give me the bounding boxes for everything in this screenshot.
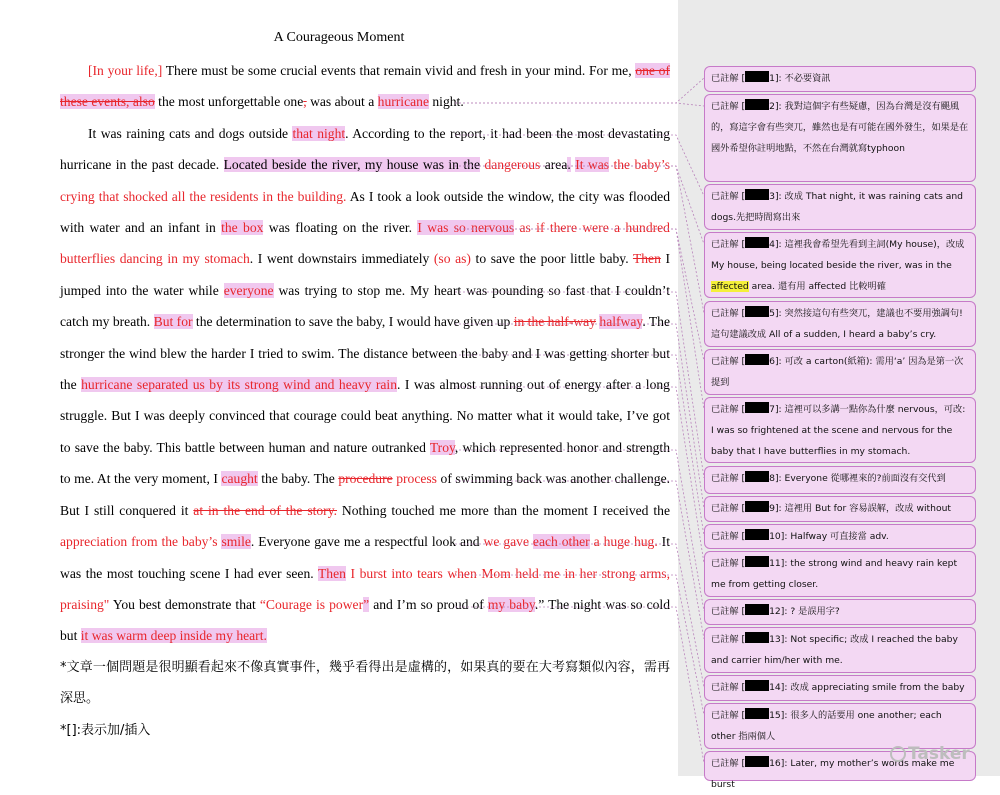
comment-bubble[interactable] (704, 466, 976, 494)
text-run: I was so nervous (417, 220, 515, 236)
comment-bubble[interactable] (704, 627, 976, 673)
comment-label: 已註解 [ (711, 356, 746, 367)
document-body[interactable] (60, 55, 670, 746)
comment-text: ]: 很多人的話要用 one another; each other 指兩個人 (711, 710, 942, 742)
text-run: procedure (338, 471, 393, 487)
text-run: As I took a look outside the window, the city was flooded with water and an infant in (60, 188, 670, 236)
redacted-author (745, 306, 769, 317)
comment-bubble[interactable] (704, 66, 976, 92)
text-run: , which represented honor and strength to me. At the very moment, I (60, 439, 670, 487)
redacted-author (745, 556, 769, 567)
text-run: I burst into tears when Mom held me in her strong arms, praising" (60, 565, 670, 612)
comment-bubble[interactable] (704, 301, 976, 347)
redacted-author (745, 680, 769, 691)
comment-text-tail: area. 還有用 affected 比較明確 (748, 281, 886, 292)
text-run: hurricane separated us by its strong wind and heavy rain (81, 377, 397, 393)
text-run: It was raining cats and dogs outside (88, 125, 293, 141)
text-run: . I went downstairs immediately (249, 251, 434, 267)
text-run: . (567, 157, 571, 173)
redacted-author (745, 529, 769, 540)
comment-text: ]: Later, my mother’s words make me burst (711, 758, 955, 790)
text-run: night. (428, 94, 464, 110)
comment-bubble[interactable] (704, 675, 976, 701)
comment-label: 已註解 [ (711, 558, 746, 569)
text-run: smile (221, 534, 251, 550)
comment-number: 10 (769, 531, 781, 542)
comment-number: 5 (769, 308, 775, 319)
text-run: caught (221, 471, 258, 487)
reviewer-note-fiction: *文章一個問題是很明顯看起來不像真實事件，幾乎看得出是虛構的，如果真的要在大考寫類似內容，需再深思。 (60, 659, 670, 707)
comment-number: 4 (769, 239, 775, 250)
comment-text: ]: Halfway 可直接當 adv. (780, 531, 889, 542)
comment-number: 1 (769, 73, 775, 84)
redacted-author (745, 708, 769, 719)
comment-bubble[interactable] (704, 524, 976, 549)
comment-text: ]: Not specific; 改成 I reached the baby and carrier him/her with me. (711, 634, 958, 666)
text-run: was about a (306, 94, 378, 110)
comment-text: ]: 這裡我會希望先看到主詞(My house)，改成 My house, being located beside the river, was in the (711, 239, 965, 271)
comment-label: 已註解 [ (711, 73, 746, 84)
text-run: . The stronger the wind blew the harder I tried to swim. The distance between the baby and I was getting shorter but the (60, 314, 671, 393)
text-run: was floating on the river. (263, 220, 418, 236)
paragraph-2 (60, 118, 670, 652)
comment-label: 已註解 [ (711, 503, 746, 514)
text-run: Then (317, 565, 346, 581)
text-run: process (396, 471, 437, 487)
text-run: hurricane (377, 94, 429, 110)
comment-bubble[interactable] (704, 496, 976, 522)
comment-bubble[interactable] (704, 703, 976, 749)
comment-number: 13 (769, 634, 781, 645)
redacted-author (745, 354, 769, 365)
redacted-author (745, 604, 769, 615)
comment-text: ]: ? 是誤用字? (780, 606, 840, 617)
text-run: area (540, 157, 568, 173)
comment-bubble[interactable] (704, 349, 976, 395)
text-run: But for (153, 314, 193, 330)
redacted-author (745, 237, 769, 248)
comment-label: 已註解 [ (711, 473, 746, 484)
comment-label: 已註解 [ (711, 404, 746, 415)
text-run: my baby (487, 596, 535, 612)
comment-bubble[interactable] (704, 551, 976, 597)
comment-bubble[interactable] (704, 184, 976, 230)
comment-label: 已註解 [ (711, 682, 746, 693)
text-run: , (303, 94, 307, 110)
watermark-logo-icon (890, 746, 906, 762)
comment-bubble[interactable] (704, 232, 976, 298)
comment-bubble[interactable] (704, 94, 976, 182)
text-run: the determination to save the baby, I would have given up (192, 314, 514, 330)
comment-number: 7 (769, 404, 775, 415)
text-run: we gave (483, 534, 529, 550)
text-run: to save the poor little baby. (470, 251, 633, 267)
text-run: the baby’s crying that shocked all the residents in the building. (60, 157, 670, 204)
redacted-author (745, 71, 769, 82)
comment-text: ]: 突然接這句有些突兀，建議也不要用強調句! 這句建議改成 All of a sudden, I heard a baby’s cry. (711, 308, 963, 340)
watermark: Tasker (890, 744, 970, 764)
text-run: dangerous (484, 157, 541, 173)
comment-bubble[interactable] (704, 599, 976, 625)
comment-number: 8 (769, 473, 775, 484)
comment-text: ]: 這裡可以多講一點你為什麼 nervous，可改: I was so frightened at the scene and nervous for the baby that I have butterflies in my stomach. (711, 404, 966, 457)
comment-text: ]: the strong wind and heavy rain kept me from getting closer. (711, 558, 958, 590)
comment-number: 14 (769, 682, 781, 693)
comment-label: 已註解 [ (711, 191, 746, 202)
text-run: (so as) (433, 251, 471, 267)
redacted-author (745, 189, 769, 200)
text-run: It was (575, 157, 610, 173)
text-run: . According to the report, it had been the most devastating hurricane in the past decade. (60, 125, 670, 173)
text-run: It was the most touching scene I had ever seen. (60, 534, 670, 581)
redacted-author (745, 756, 769, 767)
text-run: Then (632, 251, 661, 267)
text-run: [In your life,] (88, 63, 163, 78)
text-run: There must be some crucial events that remain vivid and fresh in your mind. For me, (162, 63, 636, 78)
comment-number: 16 (769, 758, 781, 769)
text-run: appreciation from the baby’s (60, 534, 218, 550)
text-run: I jumped into the water while (60, 251, 670, 298)
comment-label: 已註解 [ (711, 606, 746, 617)
text-run: I was almost running out of energy after a long struggle. But I was deeply convinced that courage could beat anything. No matter what it would take, I’ve got to save the baby. This battle between human and nature outranked (60, 377, 670, 455)
comment-text: ]: 改成 That night, it was raining cats and dogs.先把時間寫出來 (711, 191, 964, 223)
text-run: . (397, 377, 401, 393)
text-run: the most unforgettable one (154, 94, 304, 110)
comment-number: 3 (769, 191, 775, 202)
text-run: each other (532, 534, 590, 550)
text-run: Nothing touched me more than the moment I received the (337, 502, 670, 518)
text-run: it was warm deep inside my heart. (80, 628, 267, 644)
comment-text: ]: 改成 appreciating smile from the baby (780, 682, 965, 693)
text-run: You best demonstrate that (109, 596, 260, 612)
comment-number: 15 (769, 710, 781, 721)
text-run: at in the end of the story. (193, 502, 338, 518)
comment-label: 已註解 [ (711, 308, 746, 319)
comment-number: 6 (769, 356, 775, 367)
text-run: one of these events, also (60, 63, 671, 110)
text-run: that night (292, 125, 346, 141)
text-run: a huge hug. (589, 534, 658, 550)
text-run: halfway (599, 314, 643, 330)
comment-label: 已註解 [ (711, 239, 746, 250)
comment-highlighted-word: affected (711, 281, 749, 292)
redacted-author (745, 402, 769, 413)
redacted-author (745, 99, 769, 110)
comment-number: 12 (769, 606, 781, 617)
text-run: everyone (223, 282, 274, 298)
comment-label: 已註解 [ (711, 634, 746, 645)
comment-label: 已註解 [ (711, 758, 746, 769)
text-run: as if there were a hundred butterflies dancing in my stomach (60, 220, 670, 267)
text-run: .” The night was so cold but (60, 596, 670, 644)
text-run: the box (221, 220, 264, 236)
comment-number: 2 (769, 101, 775, 112)
redacted-author (745, 471, 769, 482)
text-run: Troy (429, 439, 455, 455)
comment-bubble[interactable] (704, 397, 976, 463)
text-run: and I’m so proud of (369, 596, 488, 612)
text-run: Located beside the river, my house was in the (223, 157, 481, 173)
text-run: “Courage is power (259, 596, 364, 612)
text-run: of swimming back was another challenge. But I still conquered it (60, 471, 670, 518)
comment-text: ]: 不必要資訊 (774, 73, 831, 84)
redacted-author (745, 501, 769, 512)
comment-label: 已註解 [ (711, 531, 746, 542)
redacted-author (745, 632, 769, 643)
text-run: was trying to stop me. My heart was pounding so fast that I couldn’t catch my breath. (60, 282, 670, 330)
document-title: A Courageous Moment (273, 30, 405, 45)
comment-text: ]: 我對這個字有些疑慮，因為台灣是沒有颶風的，寫這字會有些突兀，雖然也是有可能在國外發生，如果是在國外希望你註明地點，不然在台灣就寫typhoon (711, 101, 969, 154)
comment-label: 已註解 [ (711, 710, 746, 721)
text-run: ” (363, 596, 370, 612)
comment-text: ]: 這裡用 But for 容易誤解，改成 without (774, 503, 951, 514)
comment-number: 9 (769, 503, 775, 514)
paragraph-1 (60, 55, 670, 118)
text-run: in the half-way (513, 314, 596, 330)
comment-text: ]: Everyone 從哪裡來的?前面沒有交代到 (774, 473, 946, 484)
text-run: . Everyone gave me a respectful look and (250, 534, 484, 550)
comment-text: ]: 可改 a carton(紙箱): 需用‘a’ 因為是第一次提到 (711, 356, 964, 388)
comment-label: 已註解 [ (711, 101, 746, 112)
reviewer-note-legend: *[]:表示加/插入 (60, 722, 151, 738)
comment-number: 11 (769, 558, 781, 569)
text-run: the baby. The (257, 471, 339, 487)
